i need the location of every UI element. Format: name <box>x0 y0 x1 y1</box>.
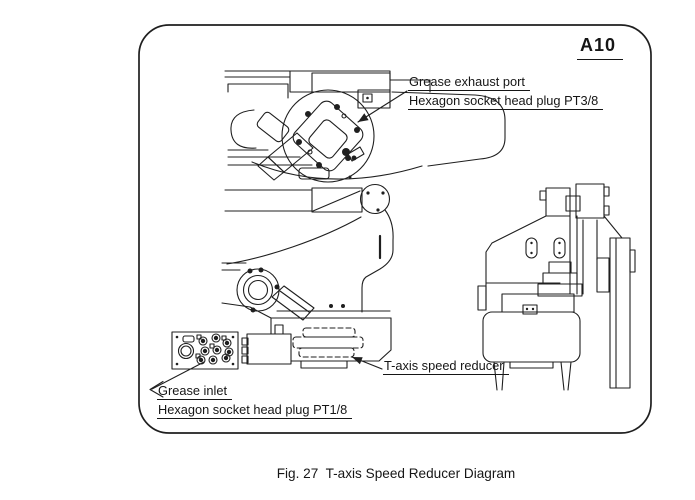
upper-arm-bars <box>225 71 430 92</box>
grease-inlet-plug-label: Hexagon socket head plug PT1/8 <box>157 402 352 419</box>
body-top-diagonal <box>227 217 361 264</box>
hub-bolts <box>248 268 280 313</box>
t-axis-reducer-hidden-outline <box>293 328 363 357</box>
t-axis-motor <box>247 334 291 364</box>
figure-caption: Fig. 27 T-axis Speed Reducer Diagram <box>276 466 516 481</box>
grease-inlet-detail <box>172 332 238 369</box>
arm-cover-plate <box>312 73 390 92</box>
callout-grease-exhaust <box>408 74 603 112</box>
slot-left <box>526 238 537 258</box>
pivot-flange <box>361 185 390 214</box>
body-right-outline <box>362 210 393 312</box>
rear-arm-bar <box>610 238 630 388</box>
grease-inlet-label: Grease inlet <box>157 383 232 400</box>
flange-plate <box>290 98 366 174</box>
arrowhead-grease-exhaust <box>358 113 369 122</box>
grease-exhaust-plug-label: Hexagon socket head plug PT3/8 <box>408 93 603 110</box>
grease-exhaust-port-label: Grease exhaust port <box>408 74 530 91</box>
t-axis-speed-reducer-label: T-axis speed reducer <box>383 358 509 375</box>
grease-nipples <box>196 334 233 364</box>
arm-side-view <box>222 185 393 369</box>
vertical-link <box>570 216 597 294</box>
callout-grease-inlet <box>157 383 352 421</box>
page-ref-label: A10 <box>577 35 623 60</box>
upper-arm-lines <box>225 190 312 211</box>
wrist-housing-left <box>228 84 312 165</box>
hub-cylinder <box>272 286 314 320</box>
slot-right <box>554 238 565 258</box>
base-box <box>483 312 580 362</box>
callout-t-axis <box>383 358 509 377</box>
